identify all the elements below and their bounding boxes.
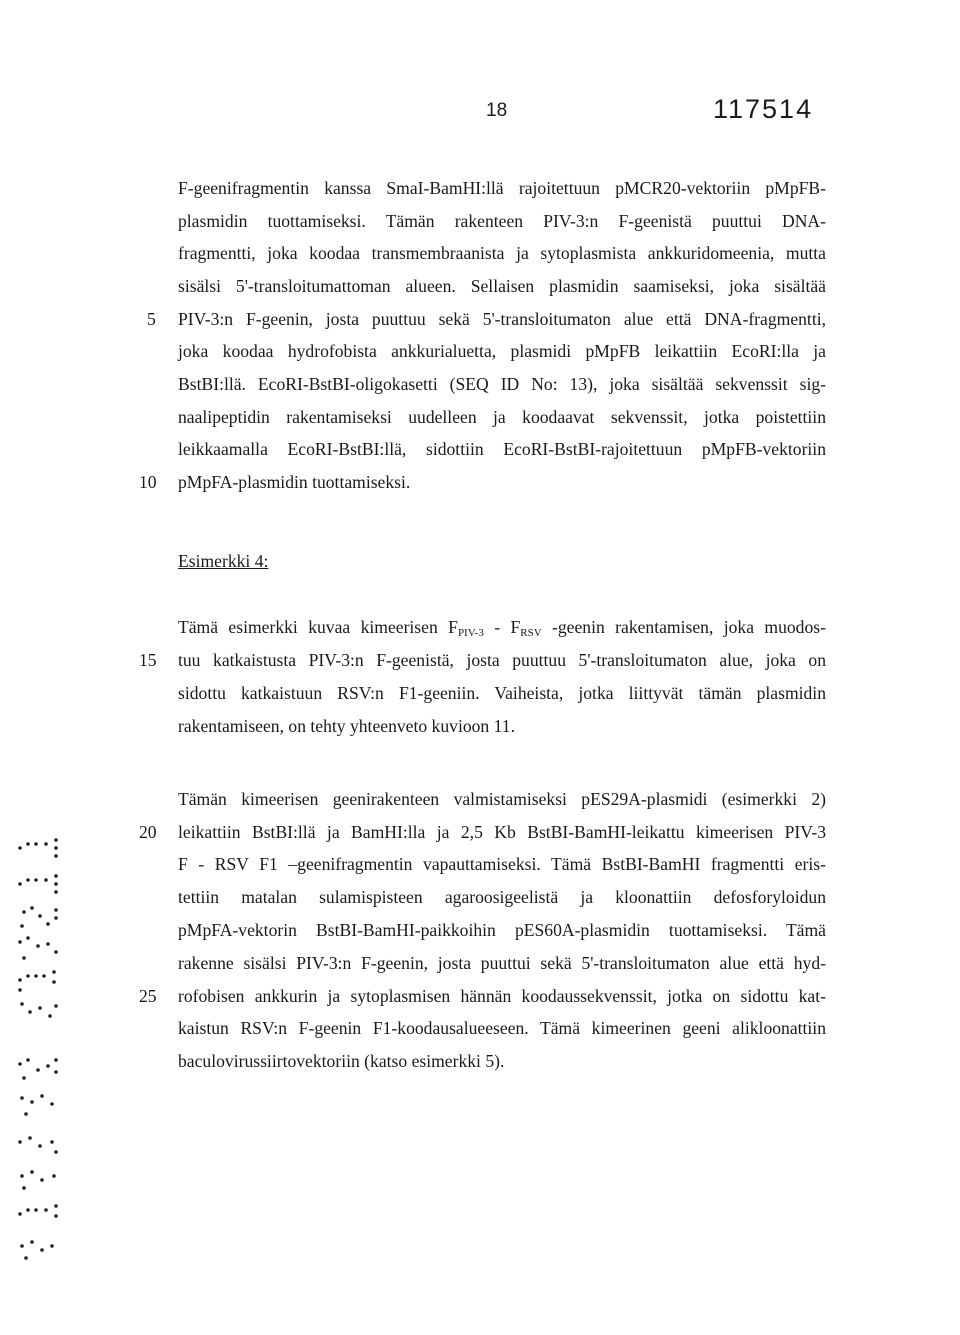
text-line: sidottu katkaistuun RSV:n F1-geeniin. Vaiheista, jotka liittyvät tämän plasmidin — [178, 683, 826, 703]
patent-number: 117514 — [713, 94, 814, 124]
text-line: rakentamiseen, on tehty yhteenveto kuvioon 11. — [178, 716, 515, 736]
example-heading: Esimerkki 4: — [178, 551, 269, 571]
line-number: 15 — [139, 650, 157, 670]
text-line: F - RSV F1 –geenifragmentin vapauttamiseksi. Tämä BstBI-BamHI fragmentti eris- — [178, 854, 826, 874]
text-line: plasmidin tuottamiseksi. Tämän rakenteen PIV-3:n F-geenistä puuttui DNA- — [178, 211, 826, 231]
text-line: baculovirussiirtovektoriin (katso esimerkki 5). — [178, 1051, 505, 1071]
text-line: joka koodaa hydrofobista ankkurialuetta, plasmidi pMpFB leikattiin EcoRI:lla ja — [178, 341, 826, 361]
text-line: sisälsi 5'-transloitumattoman alueen. Sellaisen plasmidin saamiseksi, joka sisältää — [178, 276, 826, 296]
text-line: fragmentti, joka koodaa transmembraanista ja sytoplasmista ankkuridomeenia, mutta — [178, 243, 826, 263]
text-line — [178, 615, 826, 645]
text-line: naalipeptidin rakentamiseksi uudelleen ja koodaavat sekvenssit, jotka poistettiin — [178, 407, 826, 427]
margin-dot-marks — [14, 826, 64, 1266]
text-segment: Tämä esimerkki kuvaa kimeerisen F — [178, 617, 458, 637]
text-line: rakenne sisälsi PIV-3:n F-geenin, josta puuttui sekä 5'-transloitumaton alue että hyd- — [178, 953, 826, 973]
text-segment: -geenin rakentamisen, joka muodos- — [541, 617, 826, 637]
subscript: PIV-3 — [457, 627, 484, 639]
text-line: leikattiin BstBI:llä ja BamHI:lla ja 2,5 Kb BstBI-BamHI-leikattu kimeerisen PIV-3 — [178, 822, 826, 842]
text-line: kaistun RSV:n F-geenin F1-koodausalueeseen. Tämä kimeerinen geeni alikloonattiin — [178, 1018, 826, 1038]
text-line: pMpFA-vektorin BstBI-BamHI-paikkoihin pES60A-plasmidin tuottamiseksi. Tämä — [178, 920, 826, 940]
text-line: F-geenifragmentin kanssa SmaI-BamHI:llä rajoitettuun pMCR20-vektoriin pMpFB- — [178, 178, 826, 198]
text-line: tettiin matalan sulamispisteen agaroosigeelistä ja kloonattiin defosforyloidun — [178, 887, 826, 907]
text-line: rofobisen ankkurin ja sytoplasmisen hännän koodaussekvenssit, jotka on sidottu kat- — [178, 986, 826, 1006]
subscript: RSV — [520, 627, 542, 639]
text-line: pMpFA-plasmidin tuottamiseksi. — [178, 472, 411, 492]
text-line: BstBI:llä. EcoRI-BstBI-oligokasetti (SEQ ID No: 13), joka sisältää sekvenssit sig- — [178, 374, 826, 394]
line-number: 10 — [139, 472, 157, 492]
text-line: leikkaamalla EcoRI-BstBI:llä, sidottiin EcoRI-BstBI-rajoitettuun pMpFB-vektoriin — [178, 439, 826, 459]
text-line: Tämän kimeerisen geenirakenteen valmistamiseksi pES29A-plasmidi (esimerkki 2) — [178, 789, 826, 809]
text-line: tuu katkaistusta PIV-3:n F-geenistä, josta puuttuu 5'-transloitumaton alue, joka on — [178, 650, 826, 670]
line-number: 5 — [147, 309, 156, 329]
page-number: 18 — [486, 100, 508, 121]
text-segment: - F — [483, 617, 521, 637]
text-line: PIV-3:n F-geenin, josta puuttuu sekä 5'-transloitumaton alue että DNA-fragmentti, — [178, 309, 826, 329]
line-number: 20 — [139, 822, 157, 842]
line-number: 25 — [139, 986, 157, 1006]
